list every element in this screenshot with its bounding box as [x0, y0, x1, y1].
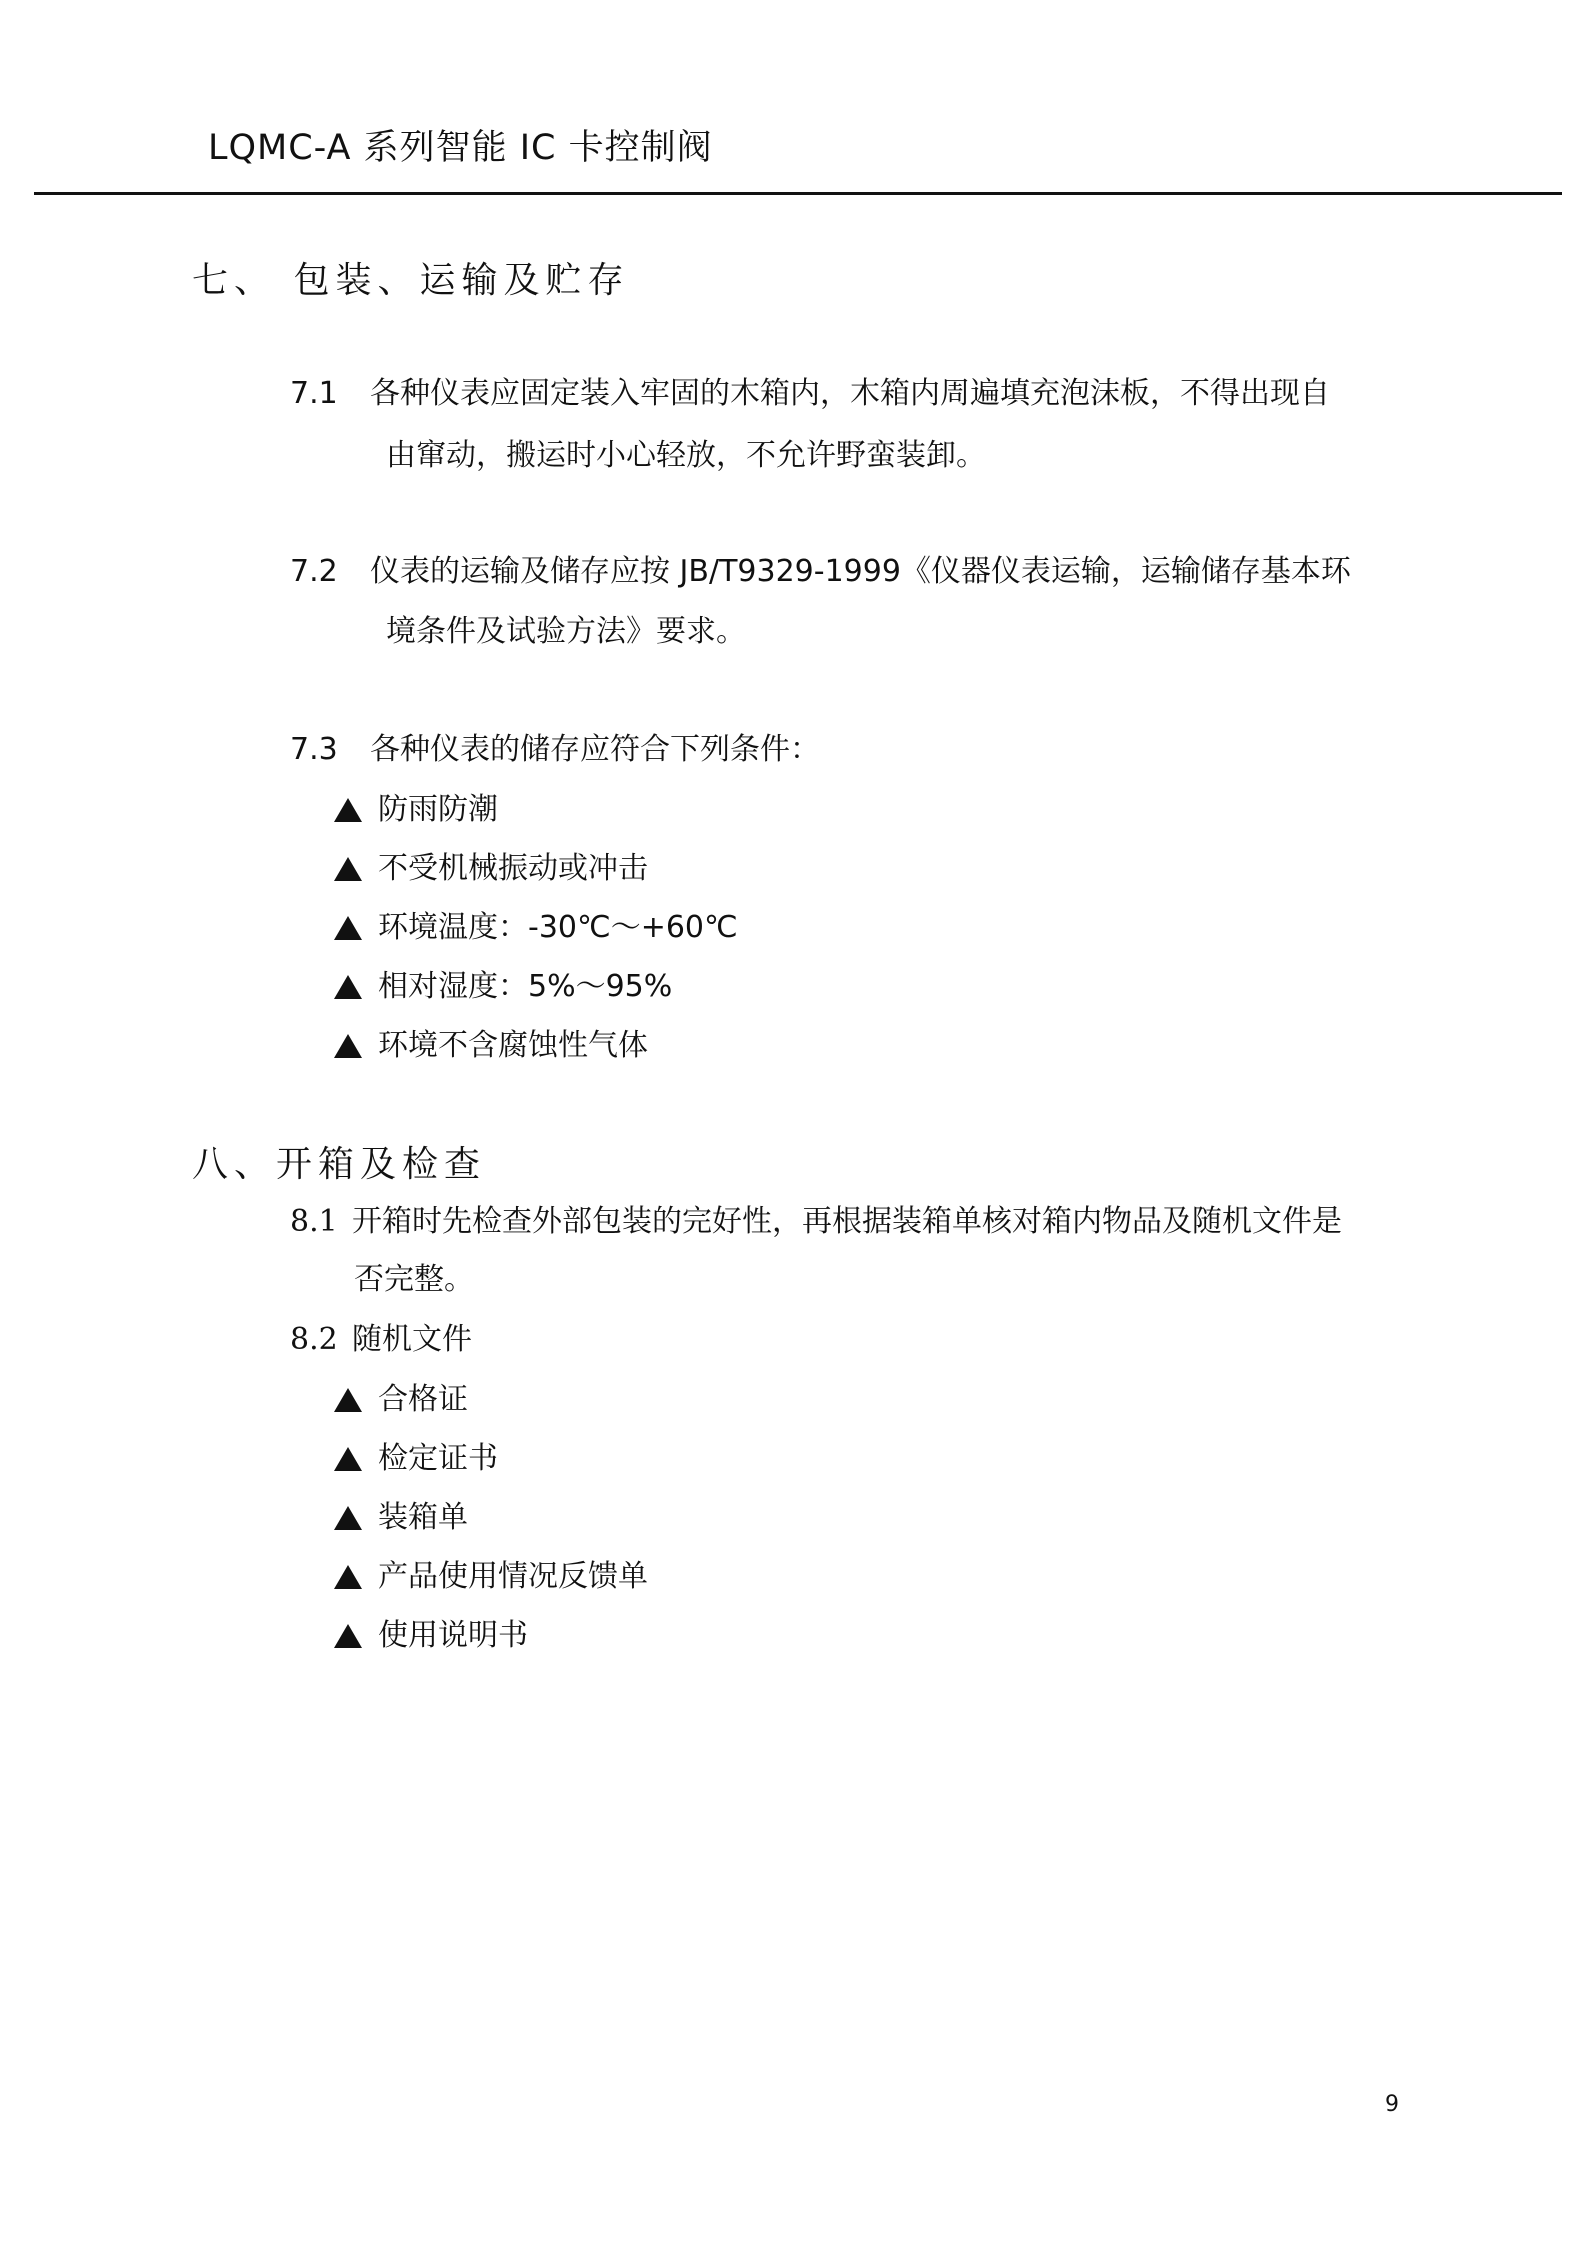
item-8-1-line-1 [290, 1200, 1342, 1244]
item-7-2-standard-code: JB/T9329-1999 [679, 554, 901, 589]
item-8-2-number: 8.2 [290, 1322, 338, 1357]
page-number: 9 [1385, 2092, 1399, 2117]
item-7-2-number: 7.2 [290, 554, 338, 589]
triangle-bullet-icon [334, 1565, 362, 1589]
triangle-bullet-icon [334, 1034, 362, 1058]
document-item [334, 1437, 498, 1481]
item-7-3-number: 7.3 [290, 732, 338, 767]
item-7-1-text-2: 由窜动，搬运时小心轻放，不允许野蛮装卸。 [386, 438, 986, 473]
condition-label: 不受机械振动或冲击 [378, 851, 648, 886]
document-item [334, 1378, 468, 1422]
item-7-1-line-1 [290, 372, 1330, 416]
triangle-bullet-icon [334, 1624, 362, 1648]
condition-item [334, 906, 738, 950]
triangle-bullet-icon [334, 798, 362, 822]
item-7-3-line-1 [290, 728, 820, 772]
item-7-3-text-1: 各种仪表的储存应符合下列条件： [370, 732, 820, 767]
triangle-bullet-icon [334, 916, 362, 940]
triangle-bullet-icon [334, 1388, 362, 1412]
document-label: 产品使用情况反馈单 [378, 1559, 648, 1594]
header-divider [34, 192, 1562, 195]
condition-item [334, 1024, 648, 1068]
item-7-2-text-2: 境条件及试验方法》要求。 [386, 614, 746, 649]
item-7-2-line-1 [290, 550, 1351, 594]
condition-item [334, 847, 648, 891]
document-label: 使用说明书 [378, 1618, 528, 1653]
condition-item [334, 965, 672, 1009]
triangle-bullet-icon [334, 1447, 362, 1471]
condition-value: 5%～95% [528, 969, 673, 1004]
document-label: 检定证书 [378, 1441, 498, 1476]
item-7-1-text-1: 各种仪表应固定装入牢固的木箱内，木箱内周遍填充泡沫板，不得出现自 [370, 376, 1330, 411]
section-8-heading: 八、开箱及检查 [192, 1144, 487, 1185]
item-8-1-number: 8.1 [290, 1204, 338, 1239]
document-item [334, 1614, 528, 1658]
condition-label: 环境温度： [378, 910, 528, 945]
item-8-1-text-2: 否完整。 [354, 1262, 474, 1297]
document-label: 装箱单 [378, 1500, 468, 1535]
item-7-2-text-1b: 《仪器仪表运输，运输储存基本环 [900, 554, 1351, 589]
condition-label: 环境不含腐蚀性气体 [378, 1028, 648, 1063]
condition-value: -30℃～+60℃ [528, 910, 738, 945]
triangle-bullet-icon [334, 1506, 362, 1530]
item-8-2-text-1: 随机文件 [352, 1322, 472, 1357]
condition-item [334, 788, 498, 832]
item-7-2-text-1a: 仪表的运输及储存应按 [370, 554, 680, 589]
item-7-1-number: 7.1 [290, 376, 338, 411]
document-item [334, 1555, 648, 1599]
header-title: LQMC-A 系列智能 IC 卡控制阀 [208, 128, 713, 168]
item-8-2-line-1 [290, 1318, 472, 1362]
triangle-bullet-icon [334, 857, 362, 881]
item-8-1-text-1: 开箱时先检查外部包装的完好性，再根据装箱单核对箱内物品及随机文件是 [352, 1204, 1342, 1239]
condition-label: 防雨防潮 [378, 792, 498, 827]
document-label: 合格证 [378, 1382, 468, 1417]
document-item [334, 1496, 468, 1540]
condition-label: 相对湿度： [378, 969, 528, 1004]
triangle-bullet-icon [334, 975, 362, 999]
section-7-heading: 七、 包装、运输及贮存 [192, 260, 630, 301]
